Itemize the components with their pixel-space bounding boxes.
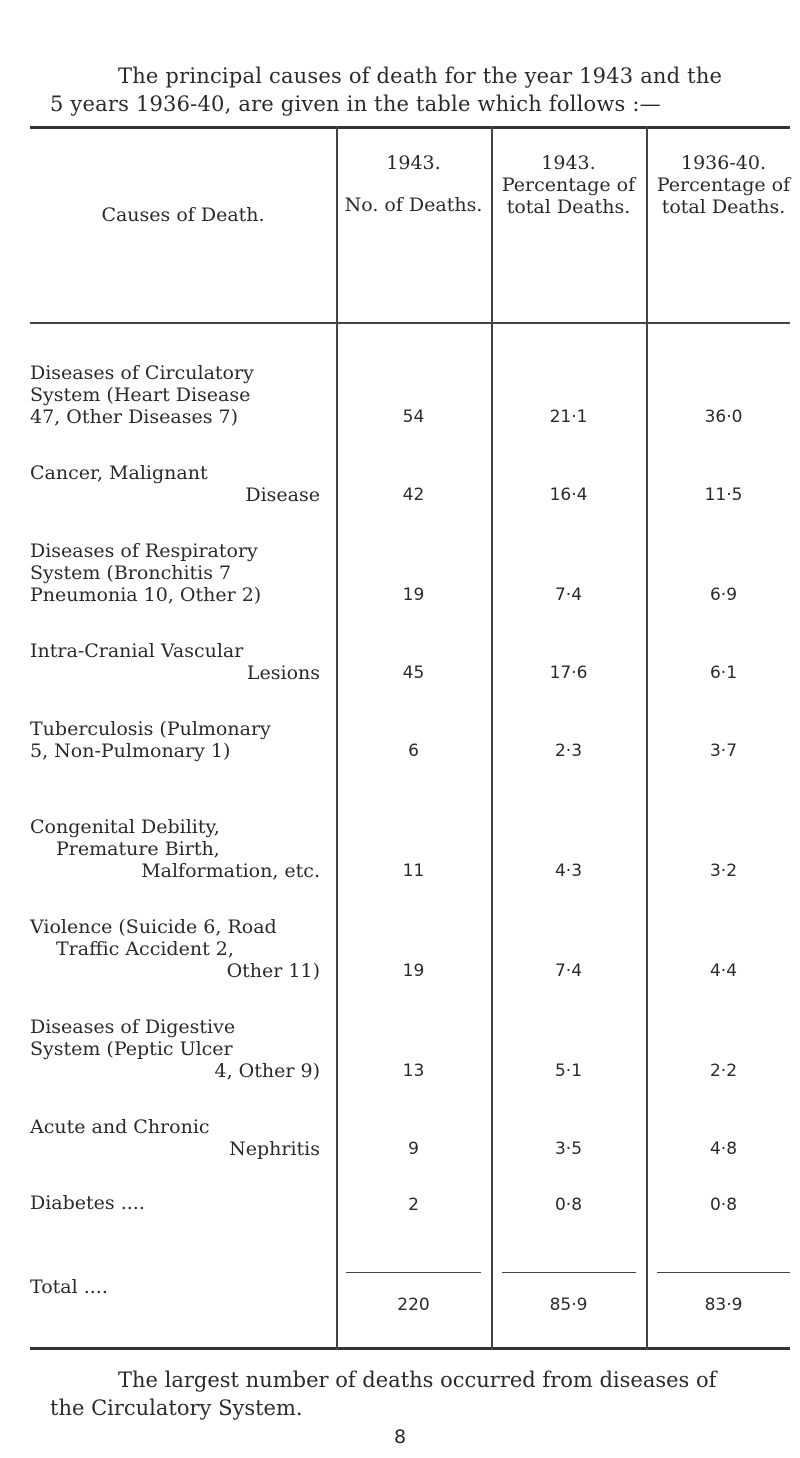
total-rule <box>346 1272 481 1273</box>
table-row-cause <box>30 1192 320 1214</box>
closing-paragraph <box>50 1366 780 1422</box>
cause-line: Cancer, Malignant <box>30 462 208 484</box>
table-bottom-rule <box>30 1347 790 1350</box>
deaths-value: 54 <box>402 407 425 427</box>
table-row-cause <box>30 362 320 428</box>
total-pct-1943: 85·9 <box>549 1295 588 1315</box>
pct-1943-value: 7·4 <box>554 585 583 605</box>
pct-1943-value: 0·8 <box>554 1195 583 1215</box>
deaths-value: 13 <box>402 1061 425 1081</box>
pct-1943-value: 2·3 <box>554 741 583 761</box>
cause-line: Traffic Accident 2, <box>56 938 234 960</box>
pct-1936-40-value: 11·5 <box>704 485 743 505</box>
deaths-value: 6 <box>408 741 419 761</box>
column-divider <box>646 126 648 1350</box>
header-pct-1943-year: 1943. <box>541 152 596 174</box>
pct-1936-40-value: 4·4 <box>709 961 738 981</box>
deaths-value: 42 <box>402 485 425 505</box>
page-number: 8 <box>393 1426 407 1448</box>
intro-paragraph <box>50 62 780 118</box>
pct-1943-value: 4·3 <box>554 861 583 881</box>
total-rule <box>502 1272 636 1273</box>
table-row-cause <box>30 640 320 684</box>
table-row-cause <box>30 816 320 882</box>
cause-line: Diabetes .... <box>30 1192 145 1214</box>
table-row-cause <box>30 1016 320 1082</box>
pct-1936-40-value: 0·8 <box>709 1195 738 1215</box>
total-deaths: 220 <box>397 1295 430 1315</box>
pct-1936-40-value: 6·1 <box>709 663 738 683</box>
column-divider <box>336 126 338 1350</box>
pct-1943-value: 16·4 <box>549 485 588 505</box>
header-deaths-label: No. of Deaths. <box>344 194 483 216</box>
deaths-value: 45 <box>402 663 425 683</box>
cause-line: Other 11) <box>226 960 320 982</box>
header-deaths <box>336 152 491 216</box>
cause-line: Diseases of Respiratory <box>30 540 258 562</box>
cause-line: Tuberculosis (Pulmonary <box>30 718 271 740</box>
cause-line: System (Heart Disease <box>30 384 251 406</box>
header-pct-1943-label: Percentage of total Deaths. <box>501 174 636 218</box>
deaths-value: 11 <box>402 861 425 881</box>
table-row-cause <box>30 718 320 762</box>
table-header-rule <box>30 322 790 324</box>
pct-1936-40-value: 2·2 <box>709 1061 738 1081</box>
header-deaths-year: 1943. <box>386 152 441 174</box>
header-pct-1936-40 <box>646 152 800 218</box>
deaths-value: 19 <box>402 961 425 981</box>
total-rule <box>657 1272 790 1273</box>
cause-line: 5, Non-Pulmonary 1) <box>30 740 231 762</box>
pct-1943-value: 7·4 <box>554 961 583 981</box>
pct-1943-value: 3·5 <box>554 1139 583 1159</box>
cause-line: Lesions <box>246 662 320 684</box>
cause-line: System (Peptic Ulcer <box>30 1038 233 1060</box>
pct-1936-40-value: 6·9 <box>709 585 738 605</box>
cause-line: Pneumonia 10, Other 2) <box>30 584 262 606</box>
pct-1936-40-value: 4·8 <box>709 1139 738 1159</box>
cause-line: 47, Other Diseases 7) <box>30 406 238 428</box>
table-row-cause <box>30 462 320 506</box>
table-row-cause <box>30 1116 320 1160</box>
causes-of-death-table <box>30 126 790 1350</box>
outro-line-1: The largest number of deaths occurred from diseases of <box>118 1368 717 1392</box>
cause-line: 4, Other 9) <box>214 1060 320 1082</box>
header-pct-1943 <box>491 152 646 218</box>
total-pct-1936-40: 83·9 <box>704 1295 743 1315</box>
cause-line: Diseases of Digestive <box>30 1016 236 1038</box>
pct-1936-40-value: 3·7 <box>709 741 738 761</box>
table-row-cause <box>30 540 320 606</box>
pct-1936-40-value: 36·0 <box>704 407 743 427</box>
cause-line: Diseases of Circulatory <box>30 362 254 384</box>
cause-line: Malformation, etc. <box>141 860 320 882</box>
outro-line-2: the Circulatory System. <box>50 1396 303 1420</box>
cause-line: Intra-Cranial Vascular <box>30 640 244 662</box>
header-cause: Causes of Death. <box>101 204 265 226</box>
header-pct-1936-40-year: 1936-40. <box>681 152 766 174</box>
table-top-rule <box>30 126 790 129</box>
deaths-value: 19 <box>402 585 425 605</box>
cause-line: Premature Birth, <box>56 838 220 860</box>
cause-line: System (Bronchitis 7 <box>30 562 232 584</box>
cause-line: Acute and Chronic <box>30 1116 210 1138</box>
cause-line: Congenital Debility, <box>30 816 220 838</box>
intro-line-1: The principal causes of death for the year 1943 and the <box>118 64 723 88</box>
cause-line: Disease <box>245 484 320 506</box>
table-row-cause <box>30 916 320 982</box>
cause-line: Nephritis <box>229 1138 320 1160</box>
total-label: Total .... <box>30 1276 108 1298</box>
deaths-value: 2 <box>408 1195 419 1215</box>
header-pct-1936-40-label: Percentage of total Deaths. <box>656 174 791 218</box>
pct-1943-value: 21·1 <box>549 407 588 427</box>
pct-1943-value: 17·6 <box>549 663 588 683</box>
column-divider <box>491 126 493 1350</box>
intro-line-2: 5 years 1936-40, are given in the table which follows :— <box>50 92 661 116</box>
pct-1943-value: 5·1 <box>554 1061 583 1081</box>
cause-line: Violence (Suicide 6, Road <box>30 916 277 938</box>
deaths-value: 9 <box>408 1139 419 1159</box>
pct-1936-40-value: 3·2 <box>709 861 738 881</box>
